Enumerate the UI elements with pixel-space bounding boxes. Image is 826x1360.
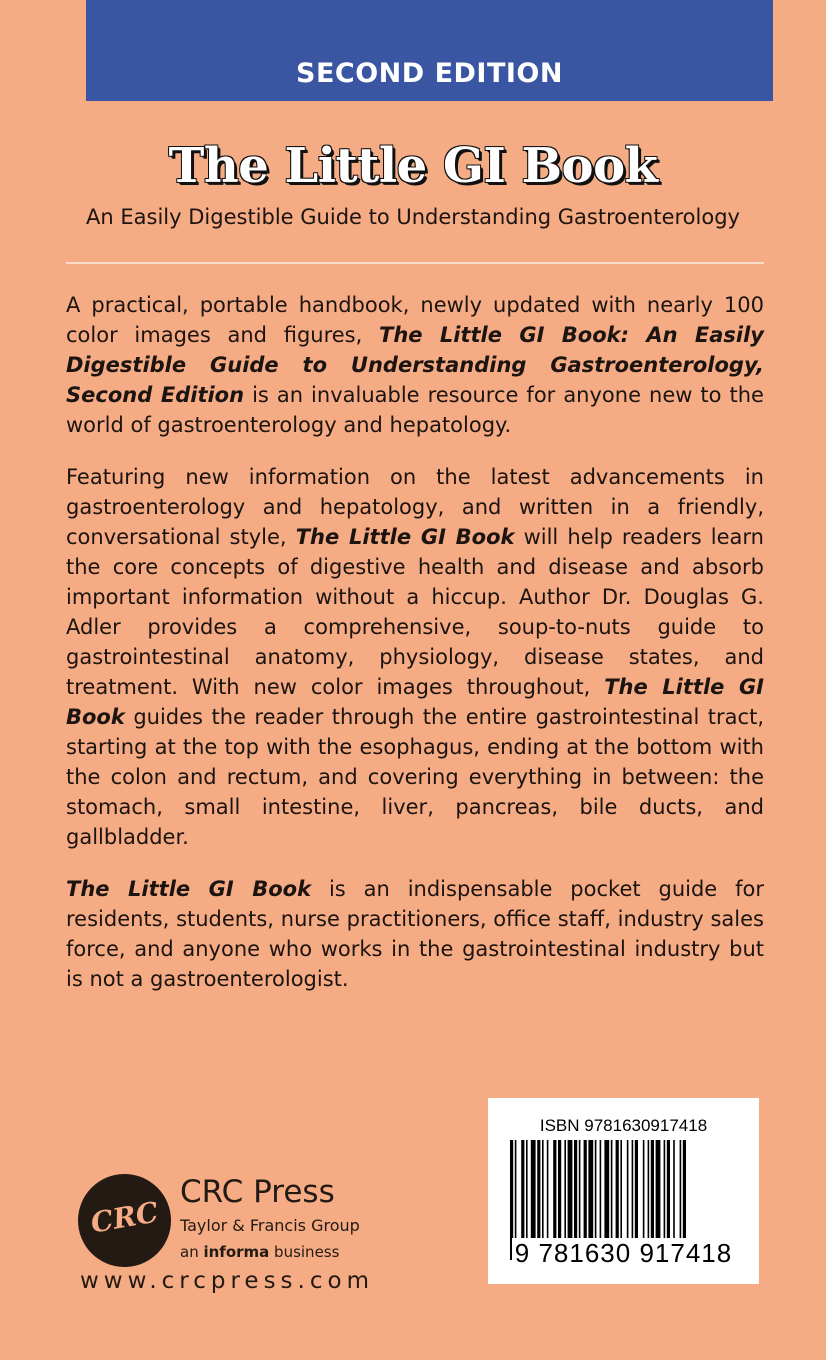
logo-mark: CRC <box>88 1195 161 1240</box>
edition-band <box>86 0 773 101</box>
informa-brand: informa <box>203 1243 270 1261</box>
divider <box>66 262 764 264</box>
book-title: The Little GI Book <box>168 138 658 194</box>
p1-text-c: is an invaluable resource for anyone new to the world of gastroenterology and hepatology. <box>66 383 764 437</box>
p2-title-ref-2: The Little GI Book <box>66 675 764 729</box>
book-subtitle: An Easily Digestible Guide to Understanding Gastroenterology <box>86 205 740 229</box>
p3-title-ref: The Little GI Book <box>66 877 312 901</box>
p2-title-ref: The Little GI Book <box>295 525 515 549</box>
isbn-label: ISBN 9781630917418 <box>539 1116 708 1135</box>
edition-label: SECOND EDITION <box>296 58 563 89</box>
barcode-digits: 9 781630 917418 <box>512 1238 735 1268</box>
publisher-name: CRC Press <box>180 1174 335 1210</box>
informa-suffix: business <box>269 1243 340 1261</box>
description <box>66 290 764 1016</box>
informa-prefix: an <box>180 1243 204 1261</box>
p2-text-c: will help readers learn the core concepts of digestive health and disease and absorb important information without a hiccup. Author Dr. Douglas G. Adler provides a comprehensive, soup-to-nuts guide to gastrointestinal anatomy, physiology, disease states, and treatment. With new color images throughout, <box>66 525 764 699</box>
paragraph-1 <box>66 290 764 440</box>
paragraph-2 <box>66 462 764 852</box>
p3-text-b: is an indispensable pocket guide for residents, students, nurse practitioners, office staff, industry sales force, and anyone who works in the gastrointestinal industry but is not a gastroenterologist. <box>66 877 764 991</box>
website-url: www.crcpress.com <box>80 1268 374 1294</box>
barcode-box <box>488 1098 759 1284</box>
barcode-number <box>488 1238 759 1269</box>
p2-text-e: guides the reader through the entire gastrointestinal tract, starting at the top with the esophagus, ending at the bottom with the colon and rectum, and covering everything in between: the stomach, small intestine, liver, pancreas, bile ducts, and gallbladder. <box>66 705 764 849</box>
p2-text-a: Featuring new information on the latest advancements in gastroenterology and hepatology, and written in a friendly, conversational style, <box>66 465 764 549</box>
p1-text-a: A practical, portable handbook, newly updated with nearly 100 color images and figures, <box>66 293 764 347</box>
informa-line <box>180 1243 339 1261</box>
paragraph-3 <box>66 874 764 994</box>
p1-title-ref: The Little GI Book: An Easily Digestible Guide to Understanding Gastroenterology, Second Edition <box>66 323 764 407</box>
publisher-group: Taylor & Francis Group <box>180 1216 360 1235</box>
crc-logo-icon <box>78 1174 171 1267</box>
